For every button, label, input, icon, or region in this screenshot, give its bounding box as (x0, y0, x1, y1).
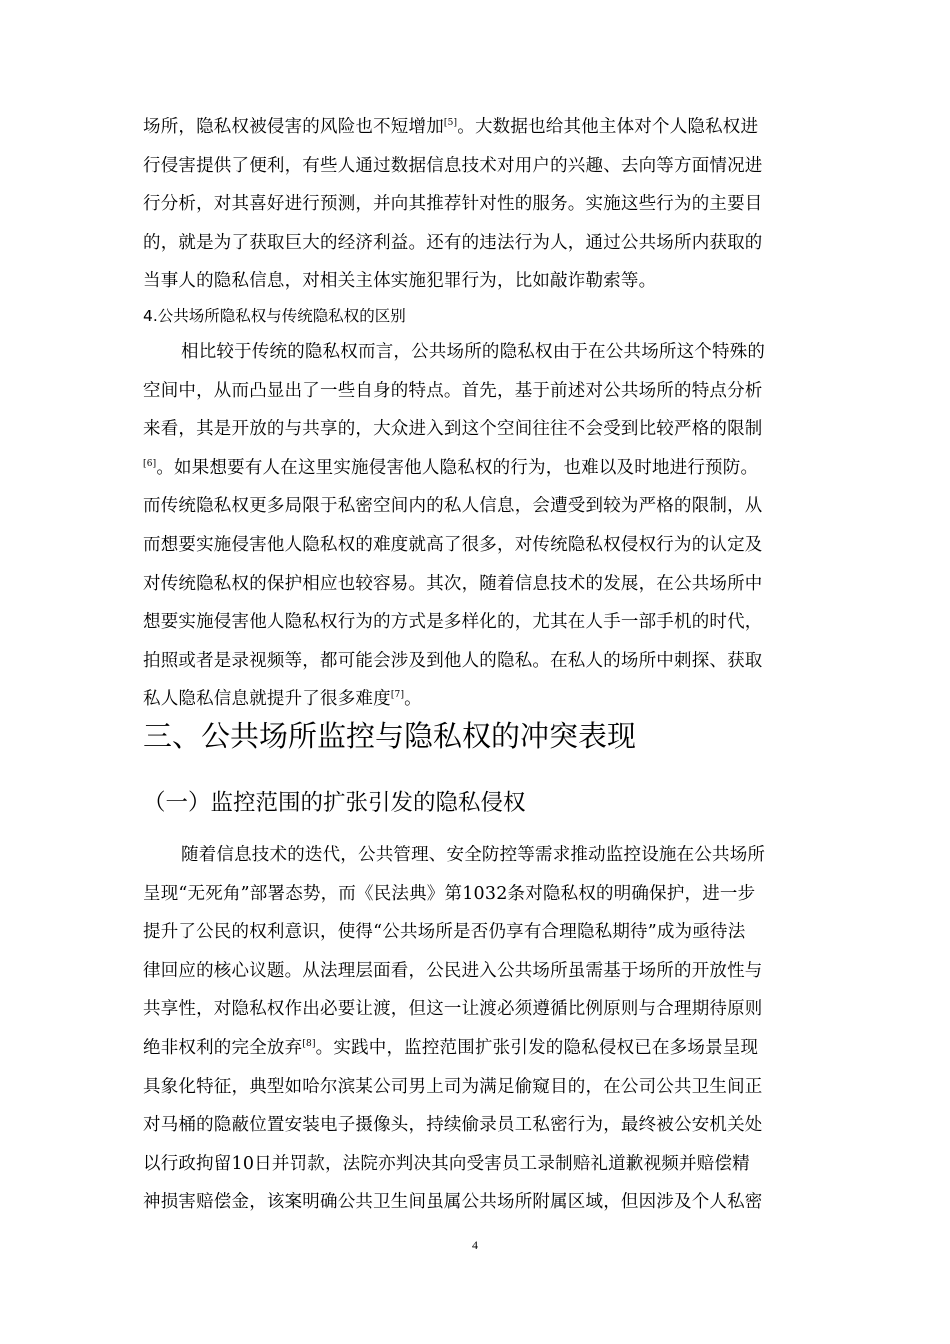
text-line: 共享性，对隐私权作出必要让渡，但这一让渡必须遵循比例原则与合理期待原则 (143, 999, 763, 1020)
text-run: 。如果想要有人在这里实施侵害他人隐私权的行为，也难以及时地进行预防。 (156, 457, 759, 478)
text-line: 对马桶的隐蔽位置安装电子摄像头，持续偷录员工私密行为，最终被公安机关处 (143, 1115, 763, 1136)
text-line: 来看，其是开放的与共享的，大众进入到这个空间往往不会受到比较严格的限制 (143, 419, 763, 440)
text-run: 。大数据也给其他主体对个人隐私权进 (457, 117, 759, 137)
text-run: 绝非权利的完全放弃 (143, 1037, 303, 1058)
text-line: 律回应的核心议题。从法理层面看，公民进入公共场所虽需基于场所的开放性与 (143, 960, 763, 981)
text-run: 场所，隐私权被侵害的风险也不短增加 (143, 117, 444, 137)
text-line: 的，就是为了获取巨大的经济利益。还有的违法行为人，通过公共场所内获取的 (143, 232, 763, 253)
paragraph-surveillance (143, 836, 811, 1222)
paragraph-privacy-risk (143, 108, 811, 301)
text-run: 私人隐私信息就提升了很多难度 (143, 689, 391, 710)
text-line: 空间中，从而凸显出了一些自身的特点。首先，基于前述对公共场所的特点分析 (143, 380, 763, 401)
text-line: 行分析，对其喜好进行预测，并向其推荐针对性的服务。实施这些行为的主要目 (143, 194, 763, 215)
text-line (143, 1029, 811, 1068)
text-line: 而传统隐私权更多局限于私密空间内的私人信息，会遭受到较为严格的限制，从 (143, 496, 763, 517)
subsection-heading: （一）监控范围的扩张引发的隐私侵权 (143, 790, 526, 816)
text-line (143, 108, 811, 147)
text-run: 。 (404, 689, 422, 710)
text-line: 呈现“无死角”部署态势，而《民法典》第1032条对隐私权的明确保护，进一步 (143, 883, 756, 904)
text-line: 拍照或者是录视频等，都可能会涉及到他人的隐私。在私人的场所中刺探、获取 (143, 650, 763, 671)
citation-ref: [7] (390, 690, 405, 701)
text-line: 神损害赔偿金，该案明确公共卫生间虽属公共场所附属区域，但因涉及个人私密 (143, 1192, 763, 1213)
text-line: 提升了公民的权利意识，使得“公共场所是否仍享有合理隐私期待”成为亟待法 (143, 922, 746, 943)
citation-ref: [8] (302, 1038, 316, 1049)
text-line (143, 449, 811, 488)
paragraph-difference (143, 333, 811, 719)
text-line: 想要实施侵害他人隐私权行为的方式是多样化的，尤其在人手一部手机的时代， (143, 612, 763, 633)
text-line: 行侵害提供了便利，有些人通过数据信息技术对用户的兴趣、去向等方面情况进 (143, 155, 763, 176)
section-heading: 三、公共场所监控与隐私权的冲突表现 (143, 719, 637, 753)
text-line: 相比较于传统的隐私权而言，公共场所的隐私权由于在公共场所这个特殊的 (181, 342, 766, 362)
text-line: 而想要实施侵害他人隐私权的难度就高了很多，对传统隐私权侵权行为的认定及 (143, 534, 763, 555)
text-line: 具象化特征，典型如哈尔滨某公司男上司为满足偷窥目的，在公司公共卫生间正 (143, 1076, 763, 1097)
text-run: 。实践中，监控范围扩张引发的隐私侵权已在多场景呈现 (315, 1037, 759, 1058)
subheading-difference: 4.公共场所隐私权与传统隐私权的区别 (143, 307, 406, 325)
text-line: 以行政拘留10日并罚款，法院亦判决其向受害员工录制赔礼道歉视频并赔偿精 (143, 1153, 750, 1174)
citation-ref: [6] (143, 458, 157, 469)
text-line: 对传统隐私权的保护相应也较容易。其次，随着信息技术的发展，在公共场所中 (143, 573, 763, 594)
text-line: 随着信息技术的迭代，公共管理、安全防控等需求推动监控设施在公共场所 (181, 845, 766, 865)
citation-ref: [5] (443, 118, 458, 128)
text-line: 当事人的隐私信息，对相关主体实施犯罪行为，比如敲诈勒索等。 (143, 271, 657, 292)
page-number: 4 (472, 1238, 478, 1252)
